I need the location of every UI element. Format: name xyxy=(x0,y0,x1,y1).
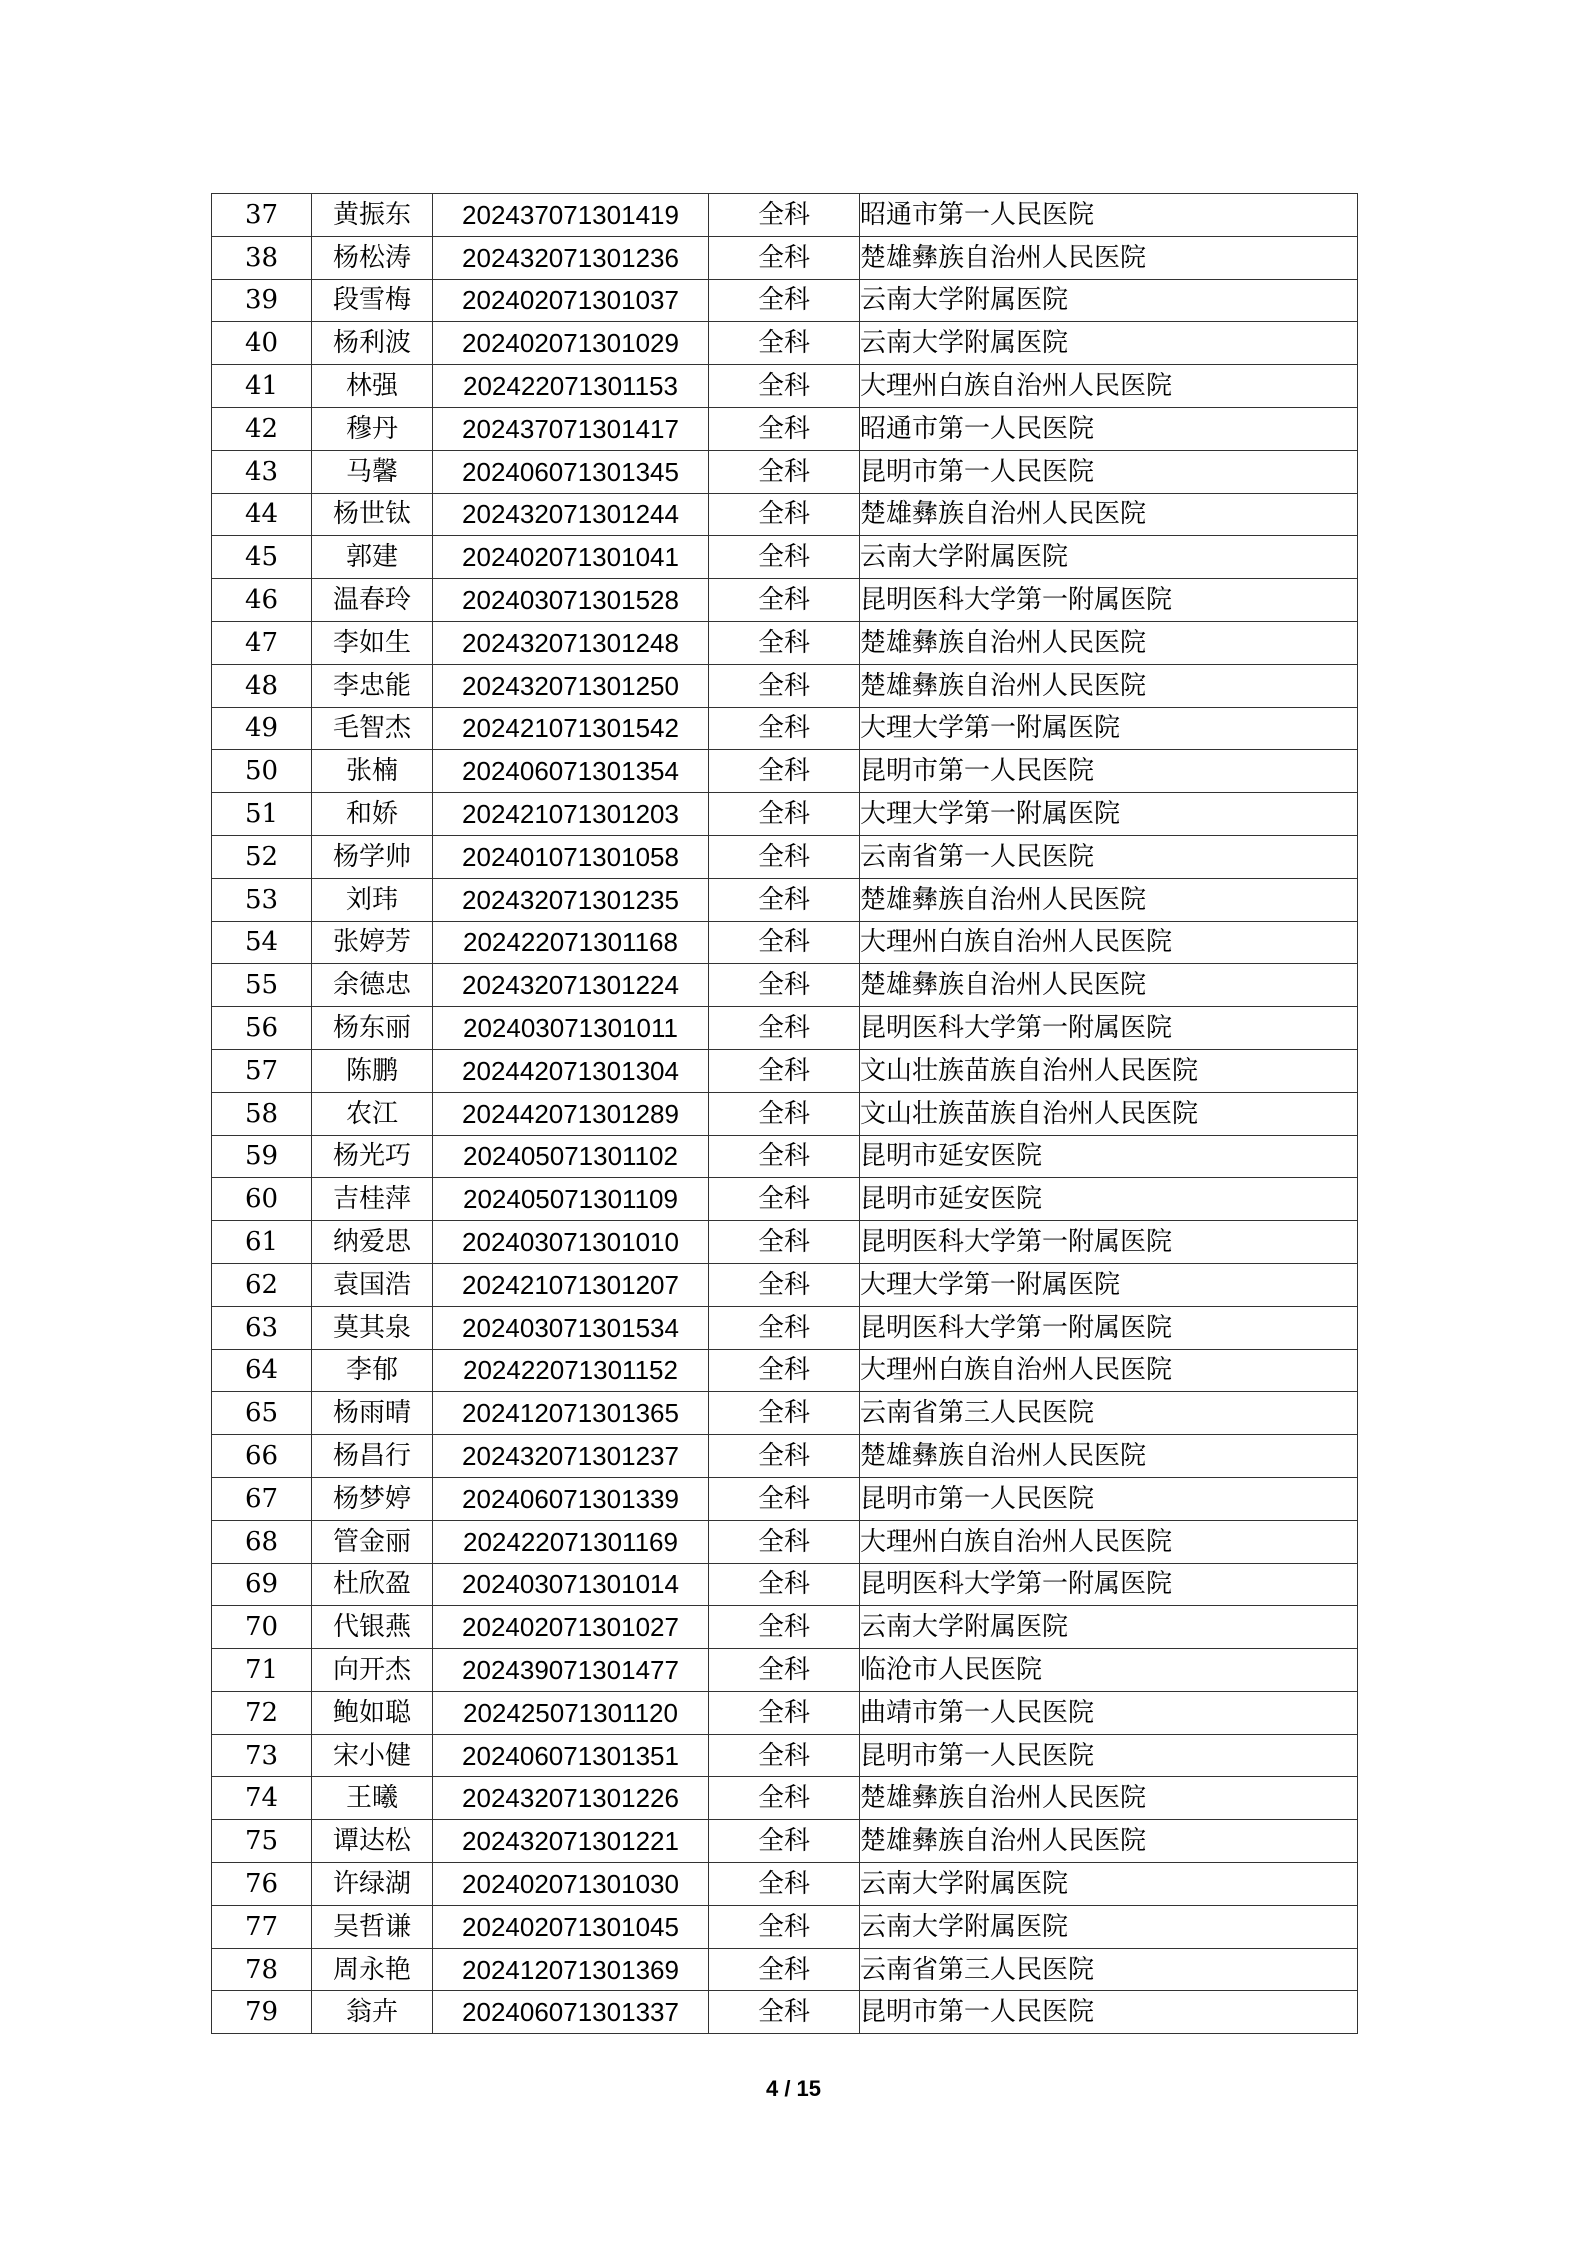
table-row xyxy=(212,1905,1358,1948)
hospital-cell: 昆明医科大学第一附属医院 xyxy=(860,1221,1358,1264)
name-cell: 王曦 xyxy=(312,1777,433,1820)
table-row xyxy=(212,1563,1358,1606)
table-row xyxy=(212,707,1358,750)
specialty-cell: 全科 xyxy=(709,793,860,836)
candidate-id-cell: 202425071301120 xyxy=(433,1691,709,1734)
row-number-cell: 78 xyxy=(212,1948,312,1991)
candidate-id-cell: 202432071301244 xyxy=(433,493,709,536)
row-number-cell: 58 xyxy=(212,1092,312,1135)
specialty-cell: 全科 xyxy=(709,1092,860,1135)
candidate-id-cell: 202422071301152 xyxy=(433,1349,709,1392)
candidate-id-cell: 202422071301169 xyxy=(433,1520,709,1563)
candidate-id-cell: 202406071301351 xyxy=(433,1734,709,1777)
row-number-cell: 53 xyxy=(212,878,312,921)
row-number-cell: 74 xyxy=(212,1777,312,1820)
name-cell: 郭建 xyxy=(312,536,433,579)
specialty-cell: 全科 xyxy=(709,621,860,664)
table-row xyxy=(212,793,1358,836)
table-row xyxy=(212,964,1358,1007)
name-cell: 杨学帅 xyxy=(312,835,433,878)
candidate-id-cell: 202402071301037 xyxy=(433,279,709,322)
specialty-cell: 全科 xyxy=(709,1221,860,1264)
candidate-id-cell: 202432071301248 xyxy=(433,621,709,664)
candidate-id-cell: 202412071301365 xyxy=(433,1392,709,1435)
name-cell: 李如生 xyxy=(312,621,433,664)
hospital-cell: 昆明市第一人民医院 xyxy=(860,1477,1358,1520)
row-number-cell: 52 xyxy=(212,835,312,878)
table-row xyxy=(212,407,1358,450)
name-cell: 杜欣盈 xyxy=(312,1563,433,1606)
name-cell: 余德忠 xyxy=(312,964,433,1007)
name-cell: 管金丽 xyxy=(312,1520,433,1563)
hospital-cell: 昆明医科大学第一附属医院 xyxy=(860,1007,1358,1050)
specialty-cell: 全科 xyxy=(709,1734,860,1777)
candidate-id-cell: 202406071301354 xyxy=(433,750,709,793)
candidate-id-cell: 202432071301235 xyxy=(433,878,709,921)
hospital-cell: 楚雄彝族自治州人民医院 xyxy=(860,878,1358,921)
row-number-cell: 42 xyxy=(212,407,312,450)
table-row xyxy=(212,1948,1358,1991)
specialty-cell: 全科 xyxy=(709,1863,860,1906)
name-cell: 张婷芳 xyxy=(312,921,433,964)
specialty-cell: 全科 xyxy=(709,707,860,750)
name-cell: 李忠能 xyxy=(312,664,433,707)
hospital-cell: 昆明市第一人民医院 xyxy=(860,1991,1358,2034)
table-row xyxy=(212,279,1358,322)
hospital-cell: 云南大学附属医院 xyxy=(860,1606,1358,1649)
candidate-id-cell: 202432071301224 xyxy=(433,964,709,1007)
table-row xyxy=(212,1178,1358,1221)
name-cell: 杨雨晴 xyxy=(312,1392,433,1435)
row-number-cell: 49 xyxy=(212,707,312,750)
table-row xyxy=(212,194,1358,237)
table-row xyxy=(212,1606,1358,1649)
candidate-id-cell: 202402071301045 xyxy=(433,1905,709,1948)
table-row xyxy=(212,1306,1358,1349)
specialty-cell: 全科 xyxy=(709,1435,860,1478)
candidate-id-cell: 202406071301337 xyxy=(433,1991,709,2034)
candidate-id-cell: 202403071301011 xyxy=(433,1007,709,1050)
row-number-cell: 72 xyxy=(212,1691,312,1734)
candidate-id-cell: 202402071301027 xyxy=(433,1606,709,1649)
specialty-cell: 全科 xyxy=(709,1049,860,1092)
hospital-cell: 大理州白族自治州人民医院 xyxy=(860,1349,1358,1392)
candidate-id-cell: 202437071301419 xyxy=(433,194,709,237)
row-number-cell: 47 xyxy=(212,621,312,664)
table-row xyxy=(212,450,1358,493)
name-cell: 陈鹏 xyxy=(312,1049,433,1092)
candidate-id-cell: 202402071301041 xyxy=(433,536,709,579)
name-cell: 吴哲谦 xyxy=(312,1905,433,1948)
hospital-cell: 云南大学附属医院 xyxy=(860,536,1358,579)
specialty-cell: 全科 xyxy=(709,964,860,1007)
name-cell: 杨利波 xyxy=(312,322,433,365)
row-number-cell: 48 xyxy=(212,664,312,707)
candidate-id-cell: 202403071301014 xyxy=(433,1563,709,1606)
specialty-cell: 全科 xyxy=(709,1777,860,1820)
row-number-cell: 39 xyxy=(212,279,312,322)
name-cell: 宋小健 xyxy=(312,1734,433,1777)
hospital-cell: 大理大学第一附属医院 xyxy=(860,793,1358,836)
table-row xyxy=(212,1649,1358,1692)
roster-table-body xyxy=(212,194,1358,2034)
specialty-cell: 全科 xyxy=(709,450,860,493)
specialty-cell: 全科 xyxy=(709,1007,860,1050)
table-row xyxy=(212,1392,1358,1435)
hospital-cell: 昆明医科大学第一附属医院 xyxy=(860,1563,1358,1606)
page-number: 4 / 15 xyxy=(765,2076,822,2101)
hospital-cell: 云南大学附属医院 xyxy=(860,322,1358,365)
name-cell: 谭达松 xyxy=(312,1820,433,1863)
name-cell: 翁卉 xyxy=(312,1991,433,2034)
name-cell: 周永艳 xyxy=(312,1948,433,1991)
name-cell: 毛智杰 xyxy=(312,707,433,750)
row-number-cell: 65 xyxy=(212,1392,312,1435)
table-row xyxy=(212,1049,1358,1092)
table-row xyxy=(212,664,1358,707)
specialty-cell: 全科 xyxy=(709,1649,860,1692)
table-row xyxy=(212,1263,1358,1306)
row-number-cell: 40 xyxy=(212,322,312,365)
candidate-id-cell: 202403071301528 xyxy=(433,579,709,622)
row-number-cell: 38 xyxy=(212,236,312,279)
row-number-cell: 76 xyxy=(212,1863,312,1906)
row-number-cell: 50 xyxy=(212,750,312,793)
hospital-cell: 大理州白族自治州人民医院 xyxy=(860,921,1358,964)
hospital-cell: 楚雄彝族自治州人民医院 xyxy=(860,664,1358,707)
candidate-id-cell: 202403071301010 xyxy=(433,1221,709,1264)
specialty-cell: 全科 xyxy=(709,279,860,322)
name-cell: 林强 xyxy=(312,365,433,408)
row-number-cell: 51 xyxy=(212,793,312,836)
row-number-cell: 69 xyxy=(212,1563,312,1606)
name-cell: 温春玲 xyxy=(312,579,433,622)
table-row xyxy=(212,1135,1358,1178)
row-number-cell: 79 xyxy=(212,1991,312,2034)
specialty-cell: 全科 xyxy=(709,1606,860,1649)
hospital-cell: 昭通市第一人民医院 xyxy=(860,407,1358,450)
specialty-cell: 全科 xyxy=(709,835,860,878)
table-row xyxy=(212,536,1358,579)
table-row xyxy=(212,1435,1358,1478)
hospital-cell: 大理大学第一附属医院 xyxy=(860,1263,1358,1306)
table-row xyxy=(212,1734,1358,1777)
hospital-cell: 昆明医科大学第一附属医院 xyxy=(860,579,1358,622)
hospital-cell: 楚雄彝族自治州人民医院 xyxy=(860,1435,1358,1478)
hospital-cell: 云南省第一人民医院 xyxy=(860,835,1358,878)
name-cell: 杨昌行 xyxy=(312,1435,433,1478)
specialty-cell: 全科 xyxy=(709,1306,860,1349)
specialty-cell: 全科 xyxy=(709,579,860,622)
row-number-cell: 37 xyxy=(212,194,312,237)
hospital-cell: 楚雄彝族自治州人民医院 xyxy=(860,621,1358,664)
name-cell: 马馨 xyxy=(312,450,433,493)
specialty-cell: 全科 xyxy=(709,1563,860,1606)
name-cell: 穆丹 xyxy=(312,407,433,450)
table-row xyxy=(212,1863,1358,1906)
name-cell: 鲍如聪 xyxy=(312,1691,433,1734)
table-row xyxy=(212,365,1358,408)
candidate-id-cell: 202405071301102 xyxy=(433,1135,709,1178)
candidate-id-cell: 202405071301109 xyxy=(433,1178,709,1221)
row-number-cell: 67 xyxy=(212,1477,312,1520)
row-number-cell: 45 xyxy=(212,536,312,579)
specialty-cell: 全科 xyxy=(709,1991,860,2034)
table-row xyxy=(212,1221,1358,1264)
row-number-cell: 68 xyxy=(212,1520,312,1563)
name-cell: 代银燕 xyxy=(312,1606,433,1649)
specialty-cell: 全科 xyxy=(709,664,860,707)
row-number-cell: 41 xyxy=(212,365,312,408)
hospital-cell: 楚雄彝族自治州人民医院 xyxy=(860,236,1358,279)
name-cell: 杨梦婷 xyxy=(312,1477,433,1520)
hospital-cell: 楚雄彝族自治州人民医院 xyxy=(860,1777,1358,1820)
row-number-cell: 61 xyxy=(212,1221,312,1264)
table-row xyxy=(212,835,1358,878)
table-row xyxy=(212,1820,1358,1863)
row-number-cell: 70 xyxy=(212,1606,312,1649)
specialty-cell: 全科 xyxy=(709,1477,860,1520)
specialty-cell: 全科 xyxy=(709,1178,860,1221)
name-cell: 农江 xyxy=(312,1092,433,1135)
hospital-cell: 昆明市延安医院 xyxy=(860,1178,1358,1221)
row-number-cell: 64 xyxy=(212,1349,312,1392)
hospital-cell: 临沧市人民医院 xyxy=(860,1649,1358,1692)
hospital-cell: 昆明市第一人民医院 xyxy=(860,750,1358,793)
hospital-cell: 昭通市第一人民医院 xyxy=(860,194,1358,237)
name-cell: 杨东丽 xyxy=(312,1007,433,1050)
specialty-cell: 全科 xyxy=(709,1520,860,1563)
name-cell: 杨世钛 xyxy=(312,493,433,536)
hospital-cell: 大理大学第一附属医院 xyxy=(860,707,1358,750)
hospital-cell: 云南大学附属医院 xyxy=(860,1905,1358,1948)
candidate-id-cell: 202432071301221 xyxy=(433,1820,709,1863)
candidate-id-cell: 202406071301339 xyxy=(433,1477,709,1520)
candidate-id-cell: 202422071301168 xyxy=(433,921,709,964)
specialty-cell: 全科 xyxy=(709,493,860,536)
table-row xyxy=(212,1777,1358,1820)
candidate-id-cell: 202437071301417 xyxy=(433,407,709,450)
row-number-cell: 56 xyxy=(212,1007,312,1050)
candidate-id-cell: 202422071301153 xyxy=(433,365,709,408)
specialty-cell: 全科 xyxy=(709,322,860,365)
specialty-cell: 全科 xyxy=(709,194,860,237)
hospital-cell: 云南省第三人民医院 xyxy=(860,1948,1358,1991)
row-number-cell: 66 xyxy=(212,1435,312,1478)
row-number-cell: 60 xyxy=(212,1178,312,1221)
row-number-cell: 75 xyxy=(212,1820,312,1863)
row-number-cell: 59 xyxy=(212,1135,312,1178)
specialty-cell: 全科 xyxy=(709,236,860,279)
hospital-cell: 昆明市第一人民医院 xyxy=(860,1734,1358,1777)
hospital-cell: 文山壮族苗族自治州人民医院 xyxy=(860,1049,1358,1092)
specialty-cell: 全科 xyxy=(709,1263,860,1306)
name-cell: 和娇 xyxy=(312,793,433,836)
candidate-id-cell: 202421071301207 xyxy=(433,1263,709,1306)
name-cell: 杨光巧 xyxy=(312,1135,433,1178)
hospital-cell: 昆明市第一人民医院 xyxy=(860,450,1358,493)
hospital-cell: 云南大学附属医院 xyxy=(860,1863,1358,1906)
candidate-id-cell: 202432071301237 xyxy=(433,1435,709,1478)
name-cell: 李郁 xyxy=(312,1349,433,1392)
row-number-cell: 46 xyxy=(212,579,312,622)
hospital-cell: 昆明市延安医院 xyxy=(860,1135,1358,1178)
name-cell: 纳爱思 xyxy=(312,1221,433,1264)
row-number-cell: 57 xyxy=(212,1049,312,1092)
table-row xyxy=(212,1691,1358,1734)
specialty-cell: 全科 xyxy=(709,1392,860,1435)
row-number-cell: 44 xyxy=(212,493,312,536)
table-row xyxy=(212,579,1358,622)
row-number-cell: 63 xyxy=(212,1306,312,1349)
name-cell: 段雪梅 xyxy=(312,279,433,322)
table-row xyxy=(212,1520,1358,1563)
candidate-id-cell: 202432071301250 xyxy=(433,664,709,707)
table-row xyxy=(212,621,1358,664)
name-cell: 张楠 xyxy=(312,750,433,793)
row-number-cell: 73 xyxy=(212,1734,312,1777)
hospital-cell: 昆明医科大学第一附属医院 xyxy=(860,1306,1358,1349)
name-cell: 黄振东 xyxy=(312,194,433,237)
candidate-id-cell: 202432071301236 xyxy=(433,236,709,279)
specialty-cell: 全科 xyxy=(709,1691,860,1734)
specialty-cell: 全科 xyxy=(709,1905,860,1948)
name-cell: 吉桂萍 xyxy=(312,1178,433,1221)
hospital-cell: 大理州白族自治州人民医院 xyxy=(860,1520,1358,1563)
candidate-id-cell: 202406071301345 xyxy=(433,450,709,493)
name-cell: 向开杰 xyxy=(312,1649,433,1692)
table-row xyxy=(212,322,1358,365)
row-number-cell: 54 xyxy=(212,921,312,964)
row-number-cell: 43 xyxy=(212,450,312,493)
candidate-id-cell: 202421071301542 xyxy=(433,707,709,750)
row-number-cell: 77 xyxy=(212,1905,312,1948)
name-cell: 杨松涛 xyxy=(312,236,433,279)
candidate-id-cell: 202402071301030 xyxy=(433,1863,709,1906)
hospital-cell: 文山壮族苗族自治州人民医院 xyxy=(860,1092,1358,1135)
hospital-cell: 楚雄彝族自治州人民医院 xyxy=(860,1820,1358,1863)
hospital-cell: 曲靖市第一人民医院 xyxy=(860,1691,1358,1734)
candidate-id-cell: 202439071301477 xyxy=(433,1649,709,1692)
specialty-cell: 全科 xyxy=(709,536,860,579)
name-cell: 袁国浩 xyxy=(312,1263,433,1306)
name-cell: 许绿湖 xyxy=(312,1863,433,1906)
hospital-cell: 大理州白族自治州人民医院 xyxy=(860,365,1358,408)
specialty-cell: 全科 xyxy=(709,878,860,921)
hospital-cell: 楚雄彝族自治州人民医院 xyxy=(860,964,1358,1007)
table-row xyxy=(212,1092,1358,1135)
candidate-id-cell: 202403071301534 xyxy=(433,1306,709,1349)
row-number-cell: 55 xyxy=(212,964,312,1007)
table-row xyxy=(212,1477,1358,1520)
specialty-cell: 全科 xyxy=(709,750,860,793)
candidate-id-cell: 202402071301029 xyxy=(433,322,709,365)
table-row xyxy=(212,750,1358,793)
candidate-id-cell: 202442071301304 xyxy=(433,1049,709,1092)
name-cell: 刘玮 xyxy=(312,878,433,921)
table-row xyxy=(212,1991,1358,2034)
hospital-cell: 云南大学附属医院 xyxy=(860,279,1358,322)
row-number-cell: 62 xyxy=(212,1263,312,1306)
specialty-cell: 全科 xyxy=(709,1948,860,1991)
hospital-cell: 楚雄彝族自治州人民医院 xyxy=(860,493,1358,536)
specialty-cell: 全科 xyxy=(709,921,860,964)
table-row xyxy=(212,493,1358,536)
table-row xyxy=(212,921,1358,964)
roster-table xyxy=(211,193,1358,2034)
candidate-id-cell: 202412071301369 xyxy=(433,1948,709,1991)
candidate-id-cell: 202421071301203 xyxy=(433,793,709,836)
row-number-cell: 71 xyxy=(212,1649,312,1692)
table-row xyxy=(212,1349,1358,1392)
specialty-cell: 全科 xyxy=(709,1349,860,1392)
candidate-id-cell: 202401071301058 xyxy=(433,835,709,878)
table-row xyxy=(212,878,1358,921)
table-row xyxy=(212,1007,1358,1050)
table-row xyxy=(212,236,1358,279)
candidate-id-cell: 202442071301289 xyxy=(433,1092,709,1135)
name-cell: 莫其泉 xyxy=(312,1306,433,1349)
specialty-cell: 全科 xyxy=(709,1135,860,1178)
specialty-cell: 全科 xyxy=(709,365,860,408)
hospital-cell: 云南省第三人民医院 xyxy=(860,1392,1358,1435)
candidate-id-cell: 202432071301226 xyxy=(433,1777,709,1820)
specialty-cell: 全科 xyxy=(709,407,860,450)
specialty-cell: 全科 xyxy=(709,1820,860,1863)
